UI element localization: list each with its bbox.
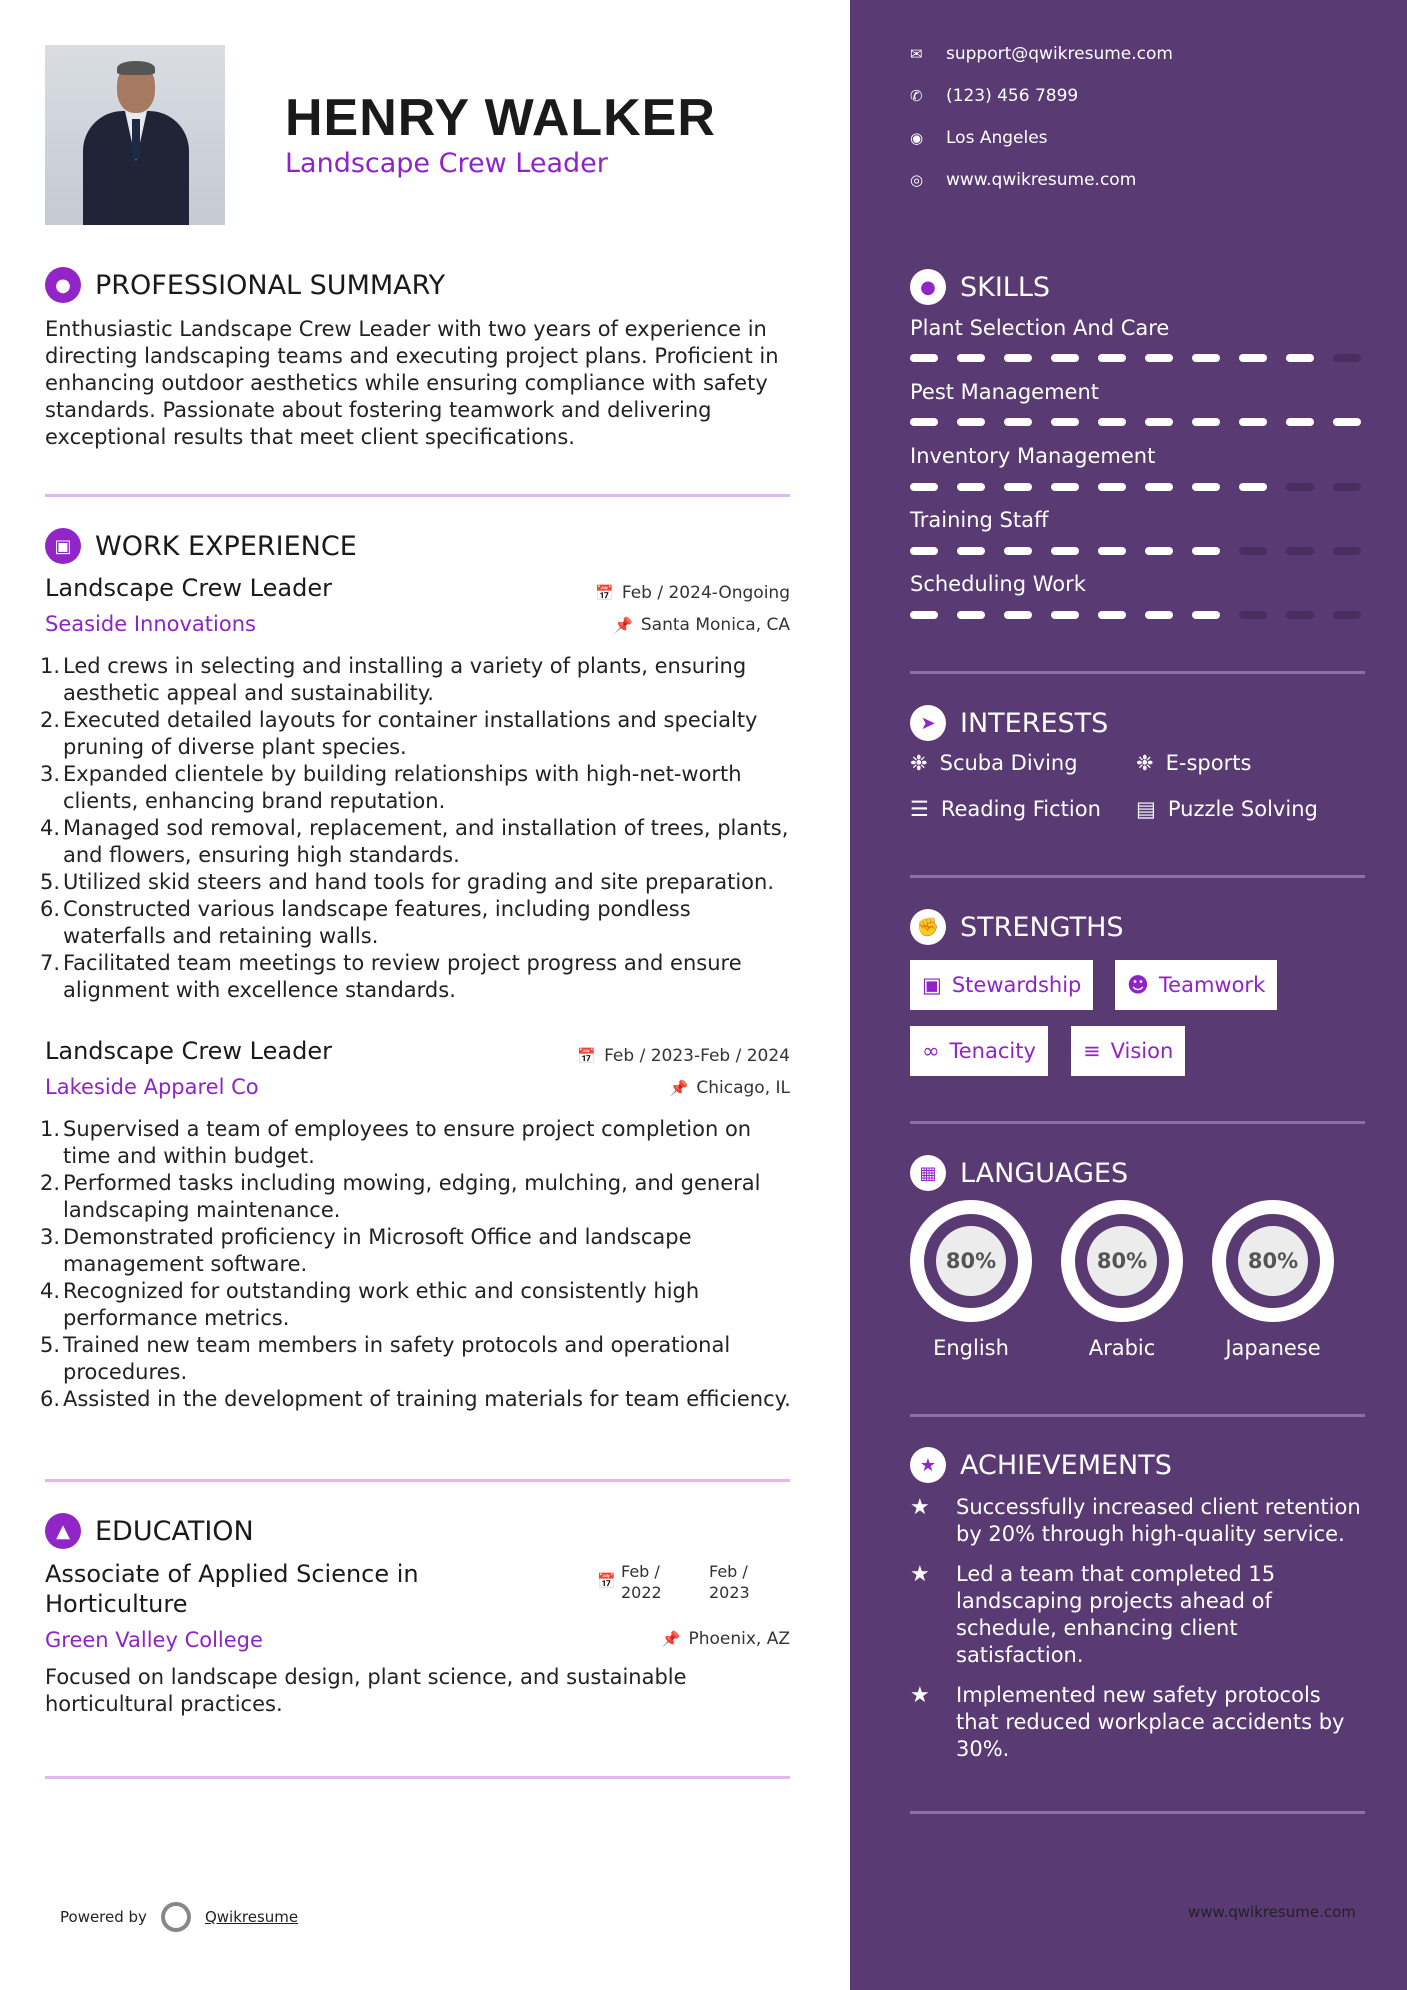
skill-dash: [1004, 611, 1032, 619]
lightbulb-icon: ●: [910, 269, 946, 305]
skill-dash: [957, 354, 985, 362]
list-item: 1. Supervised a team of employees to ensure project completion on time and within budget.: [40, 1117, 752, 1168]
list-item: 3. Demonstrated proficiency in Microsoft Office and landscape management software.: [40, 1225, 692, 1276]
skill-dash: [1333, 354, 1361, 362]
language-ring: 80%: [1212, 1200, 1334, 1322]
strength-chip: ∞ Tenacity: [910, 1026, 1048, 1076]
language-name: Arabic: [1088, 1336, 1156, 1360]
chair-icon: ▣: [45, 528, 81, 564]
map-marker-icon: ◉: [910, 129, 924, 147]
achievement-item: ★ Implemented new safety protocols that reduced workplace accidents by 30%.: [910, 1683, 1345, 1761]
skill-dash: [1051, 483, 1079, 491]
skill-dash: [1145, 547, 1173, 555]
skill-dash: [1004, 483, 1032, 491]
star-badge-icon: ★: [910, 1447, 946, 1483]
skill-dash: [957, 547, 985, 555]
footer-powered: Powered by Qwikresume: [60, 1902, 298, 1932]
language-name: English: [933, 1336, 1009, 1360]
footer-site[interactable]: www.qwikresume.com: [1188, 1903, 1356, 1921]
qwikresume-link[interactable]: Qwikresume: [204, 1908, 299, 1926]
edu-end-date: Feb / 2023: [709, 1562, 750, 1602]
skill-dash: [1098, 611, 1126, 619]
contact-website[interactable]: ◎ www.qwikresume.com: [910, 170, 1137, 190]
job-company: Lakeside Apparel Co: [45, 1075, 259, 1099]
skill-dash: [1239, 354, 1267, 362]
language-item: [910, 1200, 1032, 1360]
summary-title: PROFESSIONAL SUMMARY: [95, 269, 446, 301]
contact-phone[interactable]: ✆ (123) 456 7899: [910, 86, 1079, 106]
skill-dash: [1239, 418, 1267, 426]
interest-item: ▤ Puzzle Solving: [1136, 797, 1318, 821]
skill-dash: [1286, 418, 1314, 426]
skill-dash: [1192, 483, 1220, 491]
list-item: 3. Expanded clientele by building relationships with high-net-worth clients, enhancing brand reputation.: [40, 762, 742, 813]
job-duties: [40, 653, 805, 1004]
skill-name: Plant Selection And Care: [910, 316, 1170, 340]
skill-dash: [1286, 611, 1314, 619]
language-icon: ▦: [910, 1155, 946, 1191]
summary-line: Enthusiastic Landscape Crew Leader with two years of experience in: [45, 317, 767, 341]
experience-heading: [45, 528, 357, 564]
summary-line: standards. Passionate about fostering teamwork and delivering: [45, 398, 712, 422]
skill-name: Training Staff: [910, 508, 1049, 532]
skill-dash: [1051, 547, 1079, 555]
calendar-icon: 📅: [595, 584, 614, 602]
skill-dash: [1239, 547, 1267, 555]
job-location: 📌 Chicago, IL: [669, 1078, 790, 1098]
skill-dash: [910, 354, 938, 362]
skill-bar: [910, 354, 1361, 362]
skill-dash: [910, 418, 938, 426]
skill-name: Pest Management: [910, 380, 1100, 404]
list-item: 4. Recognized for outstanding work ethic and consistently high performance metrics.: [40, 1279, 700, 1330]
interest-item: ❉ E-sports: [1136, 751, 1252, 775]
link-icon: ∞: [922, 1039, 940, 1063]
list-item: 7. Facilitated team meetings to review project progress and ensure alignment with excellence standards.: [40, 951, 742, 1002]
list-item: 5. Trained new team members in safety protocols and operational procedures.: [40, 1333, 731, 1384]
contact-location: ◉ Los Angeles: [910, 128, 1048, 148]
skill-dash: [1098, 418, 1126, 426]
profile-photo: [45, 45, 225, 225]
list-item: 4. Managed sod removal, replacement, and installation of trees, plants, and flowers, ensuring high standards.: [40, 816, 789, 867]
skill-dash: [1145, 611, 1173, 619]
star-icon: ★: [910, 1495, 930, 1520]
star-icon: ★: [910, 1562, 930, 1587]
skills-heading: ● SKILLS: [910, 269, 1050, 305]
summary-line: exceptional results that meet client specifications.: [45, 425, 575, 449]
user-icon: ●: [45, 267, 81, 303]
summary-heading: [45, 267, 445, 303]
strength-chip: ▣ Stewardship: [910, 960, 1093, 1010]
strengths-heading: ✊ STRENGTHS: [910, 909, 1124, 945]
fist-icon: ✊: [910, 909, 946, 945]
job-title: Landscape Crew Leader: [45, 1037, 332, 1065]
job-title: Landscape Crew Leader: [45, 574, 332, 602]
summary-line: directing landscaping teams and executing project plans. Proficient in: [45, 344, 779, 368]
skill-dash: [957, 483, 985, 491]
job-duties: [40, 1116, 805, 1413]
skill-dash: [1192, 611, 1220, 619]
achievement-item: ★ Led a team that completed 15 landscaping projects ahead of schedule, enhancing client satisfaction.: [910, 1562, 1276, 1667]
skill-name: Scheduling Work: [910, 572, 1086, 596]
language-ring: 80%: [910, 1200, 1032, 1322]
contact-email[interactable]: ✉ support@qwikresume.com: [910, 44, 1173, 64]
list-item: 5. Utilized skid steers and hand tools for grading and site preparation.: [40, 870, 774, 894]
language-ring: 80%: [1061, 1200, 1183, 1322]
strength-chip: ≡ Vision: [1071, 1026, 1185, 1076]
skill-dash: [1286, 547, 1314, 555]
skill-dash: [1239, 483, 1267, 491]
graduation-cap-icon: ▲: [45, 1513, 81, 1549]
paper-plane-icon: ➤: [910, 705, 946, 741]
skill-dash: [1333, 418, 1361, 426]
degree: Associate of Applied Science in Horticulture: [45, 1560, 419, 1618]
list-item: 2. Executed detailed layouts for container installations and specialty pruning of diverse plant species.: [40, 708, 758, 759]
skill-dash: [957, 418, 985, 426]
experience-title: WORK EXPERIENCE: [95, 530, 357, 562]
pin-icon: 📌: [614, 616, 633, 634]
skill-bar: [910, 483, 1361, 491]
section-divider: [45, 1479, 790, 1482]
sidebar-divider: [910, 671, 1365, 674]
edu-start-date: Feb / 2022: [621, 1562, 662, 1602]
sidebar-divider: [910, 1414, 1365, 1417]
skill-dash: [1051, 611, 1079, 619]
skill-name: Inventory Management: [910, 444, 1156, 468]
skill-dash: [1239, 611, 1267, 619]
job-company: Seaside Innovations: [45, 612, 256, 636]
school: Green Valley College: [45, 1628, 263, 1652]
gamepad-icon: ☰: [910, 797, 929, 821]
skill-dash: [910, 547, 938, 555]
skill-dash: [1333, 483, 1361, 491]
skill-dash: [957, 611, 985, 619]
job-date: 📅 Feb / 2024-Ongoing: [595, 583, 790, 603]
skill-dash: [910, 611, 938, 619]
skill-bar: [910, 418, 1361, 426]
summary-text: [45, 316, 795, 451]
life-ring-icon: ❉: [910, 751, 928, 775]
skill-dash: [1192, 354, 1220, 362]
briefcase-icon: ▣: [922, 973, 942, 997]
education-heading: [45, 1513, 254, 1549]
skill-dash: [1004, 418, 1032, 426]
interests-heading: ➤ INTERESTS: [910, 705, 1108, 741]
skill-dash: [1192, 418, 1220, 426]
job-location: 📌 Santa Monica, CA: [614, 615, 790, 635]
candidate-name: HENRY WALKER: [285, 89, 716, 147]
book-icon: ▤: [1136, 797, 1156, 821]
section-divider: [45, 494, 790, 497]
skill-dash: [1145, 483, 1173, 491]
language-item: [1061, 1200, 1183, 1360]
skill-dash: [1192, 547, 1220, 555]
list-item: 2. Performed tasks including mowing, edging, mulching, and general landscaping maintenance.: [40, 1171, 761, 1222]
skill-dash: [1145, 418, 1173, 426]
skill-dash: [1098, 547, 1126, 555]
pin-icon: 📌: [669, 1079, 689, 1097]
edu-description: Focused on landscape design, plant science, and sustainable horticultural practices.: [45, 1665, 687, 1716]
candidate-role: Landscape Crew Leader: [285, 148, 608, 179]
binoculars-icon: ≡: [1083, 1039, 1101, 1063]
envelope-icon: ✉: [910, 45, 923, 63]
star-icon: ★: [910, 1683, 930, 1708]
skill-dash: [1286, 483, 1314, 491]
language-name: Japanese: [1225, 1336, 1321, 1360]
users-icon: ☻: [1127, 973, 1149, 997]
skill-dash: [1145, 354, 1173, 362]
skill-bar: [910, 611, 1361, 619]
sidebar-divider: [910, 1811, 1365, 1814]
skill-dash: [1098, 354, 1126, 362]
list-item: 6. Assisted in the development of training materials for team efficiency.: [40, 1387, 791, 1411]
interest-item: ☰ Reading Fiction: [910, 797, 1101, 821]
skill-dash: [1286, 354, 1314, 362]
globe-icon: ◎: [910, 171, 924, 189]
summary-line: enhancing outdoor aesthetics while ensuring compliance with safety: [45, 371, 768, 395]
skill-dash: [1051, 354, 1079, 362]
sidebar-divider: [910, 1121, 1365, 1124]
pin-icon: 📌: [661, 1630, 681, 1648]
life-ring-icon: ❉: [1136, 751, 1154, 775]
list-item: 6. Constructed various landscape features, including pondless waterfalls and retaining walls.: [40, 897, 691, 948]
achievements-heading: ★ ACHIEVEMENTS: [910, 1447, 1172, 1483]
language-item: [1212, 1200, 1334, 1360]
skill-dash: [1333, 547, 1361, 555]
interest-item: ❉ Scuba Diving: [910, 751, 1078, 775]
skill-dash: [910, 483, 938, 491]
job-date: 📅 Feb / 2023-Feb / 2024: [577, 1046, 790, 1066]
calendar-icon: 📅: [597, 1572, 616, 1590]
strength-chip: ☻ Teamwork: [1115, 960, 1277, 1010]
section-divider: [45, 1776, 790, 1779]
calendar-icon: 📅: [577, 1047, 597, 1065]
list-item: 1. Led crews in selecting and installing a variety of plants, ensuring aesthetic appeal and sustainability.: [40, 654, 747, 705]
edu-location: 📌 Phoenix, AZ: [661, 1629, 790, 1649]
phone-icon: ✆: [910, 87, 923, 105]
skill-dash: [1004, 354, 1032, 362]
achievement-item: ★ Successfully increased client retention by 20% through high-quality service.: [910, 1495, 1361, 1546]
education-title: EDUCATION: [95, 1515, 254, 1547]
languages-heading: ▦ LANGUAGES: [910, 1155, 1128, 1191]
skill-dash: [1098, 483, 1126, 491]
skill-dash: [1004, 547, 1032, 555]
qwikresume-logo-icon: [161, 1902, 191, 1932]
sidebar-divider: [910, 875, 1365, 878]
skill-dash: [1051, 418, 1079, 426]
skill-dash: [1333, 611, 1361, 619]
skill-bar: [910, 547, 1361, 555]
